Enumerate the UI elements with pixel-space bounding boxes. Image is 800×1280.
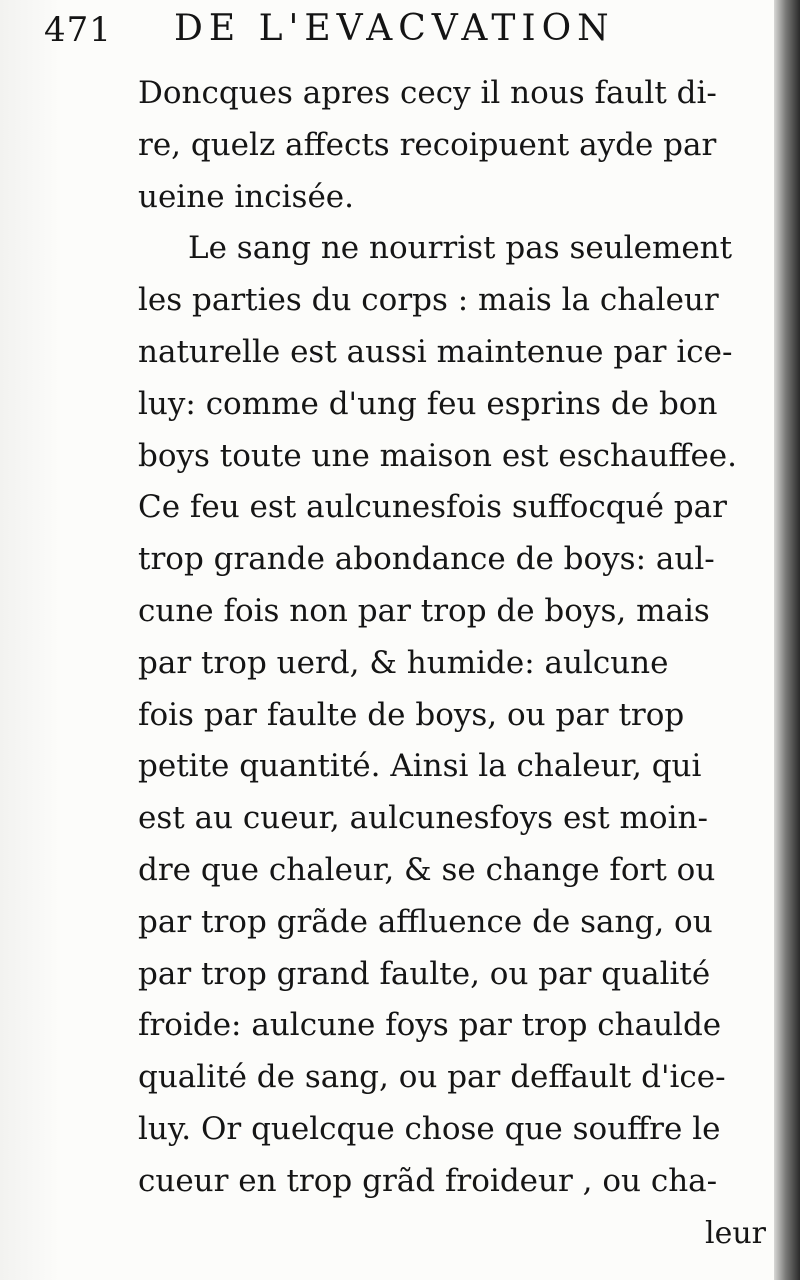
text-line: par trop grãde affluence de sang, ou [138, 903, 713, 940]
paragraph-first-line: Le sang ne nourrist pas seulement [188, 230, 733, 267]
text-line: cueur en trop grãd froideur , ou cha- [138, 1162, 718, 1199]
text-line: Ce feu est aulcunesfois suffocqué par [138, 489, 727, 526]
text-line: luy: comme d'ung feu esprins de bon [138, 385, 718, 422]
text-line: trop grande abondance de boys: aul- [138, 541, 715, 578]
text-line: ueine incisée. [138, 178, 355, 215]
text-line: petite quantité. Ainsi la chaleur, qui [138, 748, 702, 785]
text-line: par trop grand faulte, ou par qualité [138, 955, 711, 992]
text-line: Doncques apres cecy il nous fault di- [138, 75, 717, 111]
page-edge-shadow [774, 0, 800, 1280]
text-line: qualité de sang, ou par deffault d'ice- [138, 1059, 726, 1096]
text-line: re, quelz affects recoipuent ayde par [138, 126, 717, 163]
text-line: est au cueur, aulcunesfoys est moin- [138, 800, 708, 837]
text-line: les parties du corps : mais la chaleur [138, 282, 719, 319]
text-line: luy. Or quelcque chose que souffre le [138, 1110, 721, 1147]
body-text [138, 68, 770, 1259]
text-line: froide: aulcune foys par trop chaulde [138, 1007, 722, 1044]
text-line: par trop uerd, & humide: aulcune [138, 644, 669, 681]
text-line: boys toute une maison est eschauffee. [138, 437, 738, 474]
text-line: naturelle est aussi maintenue par ice- [138, 333, 733, 370]
catchword: leur [704, 1215, 766, 1251]
text-line: fois par faulte de boys, ou par trop [138, 696, 685, 733]
running-title: DE L'EVACVATION [174, 8, 615, 49]
page-number: 471 [44, 10, 112, 50]
text-line: cune fois non par trop de boys, mais [138, 592, 710, 629]
page-gutter-shadow [0, 0, 60, 1280]
text-line: dre que chaleur, & se change fort ou [138, 851, 716, 888]
